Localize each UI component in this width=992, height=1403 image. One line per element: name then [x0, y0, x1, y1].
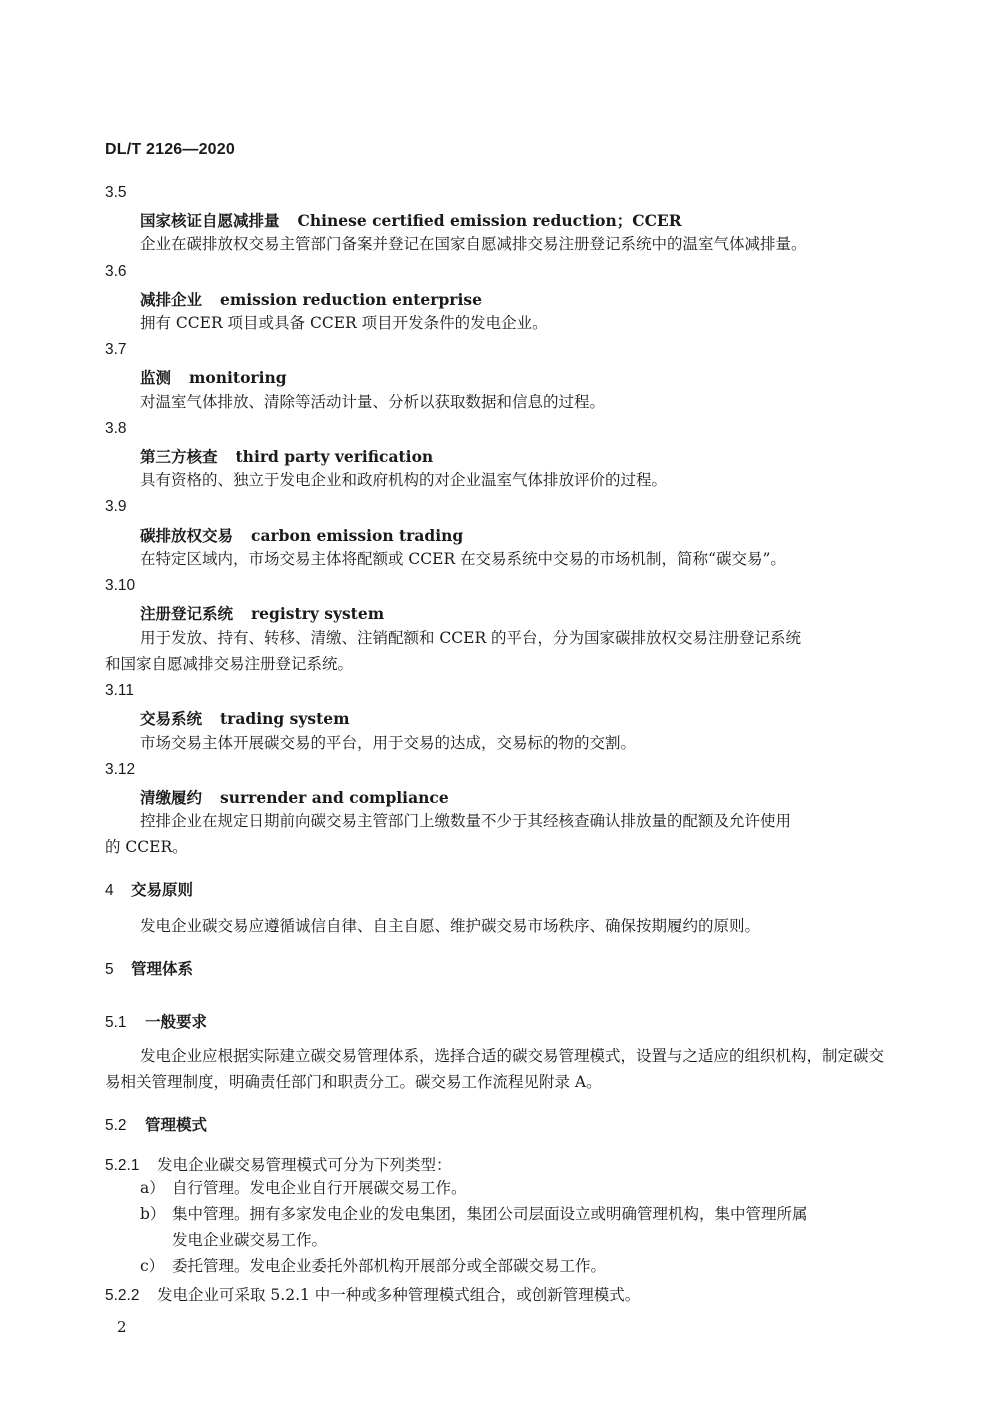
term-en: emission reduction enterprise	[220, 290, 482, 309]
list-item-label: b）	[140, 1205, 166, 1223]
term-definition: 对温室气体排放、清除等活动计量、分析以获取数据和信息的过程。	[140, 393, 606, 411]
term-en: carbon emission trading	[251, 526, 464, 545]
term-number: 3.10	[105, 577, 136, 594]
document-code-header: DL/T 2126—2020	[105, 141, 235, 158]
term-definition: 企业在碳排放权交易主管部门备案并登记在国家自愿减排交易注册登记系统中的温室气体减排量。	[140, 235, 807, 253]
term-zh: 注册登记系统	[140, 604, 234, 623]
term-title	[140, 786, 449, 808]
term-title	[140, 707, 350, 729]
clause-text: 发电企业碳交易管理模式可分为下列类型：	[157, 1156, 452, 1174]
term-title	[140, 524, 463, 546]
term-en: third party verification	[235, 447, 434, 466]
section-title: 交易原则	[131, 880, 194, 899]
list-item	[140, 1253, 888, 1279]
list-item-text: 集中管理。拥有多家发电企业的发电集团，集团公司层面设立或明确管理机构，集中管理所属	[172, 1205, 808, 1223]
section-title: 管理模式	[145, 1115, 208, 1134]
clause-number: 5.2.2	[105, 1287, 140, 1304]
term-definition: 在特定区域内，市场交易主体将配额或 CCER 在交易系统中交易的市场机制，简称“碳交易”。	[140, 550, 786, 568]
term-zh: 国家核证自愿减排量	[140, 211, 280, 230]
list-item-text: 自行管理。发电企业自行开展碳交易工作。	[172, 1179, 467, 1197]
list-item	[140, 1175, 888, 1201]
section-paragraph: 发电企业应根据实际建立碳交易管理体系，选择合适的碳交易管理模式，设置与之适应的组织机构，制定碳交易相关管理制度，明确责任部门和职责分工。碳交易工作流程见附录 A。	[105, 1047, 885, 1091]
term-zh: 第三方核查	[140, 447, 218, 466]
term-en: monitoring	[189, 368, 287, 387]
section-title: 管理体系	[131, 959, 194, 978]
term-definition: 拥有 CCER 项目或具备 CCER 项目开发条件的发电企业。	[140, 314, 548, 332]
term-number: 3.11	[105, 682, 135, 699]
section-number: 5.2	[105, 1117, 127, 1134]
term-title	[140, 366, 287, 388]
list-item-text: 委托管理。发电企业委托外部机构开展部分或全部碳交易工作。	[172, 1257, 607, 1275]
term-title	[140, 445, 433, 467]
term-number: 3.6	[105, 263, 127, 280]
clause-number: 5.2.1	[105, 1157, 140, 1174]
list-item-label: c）	[140, 1257, 165, 1275]
clause-text: 发电企业可采取 5.2.1 中一种或多种管理模式组合，或创新管理模式。	[157, 1286, 641, 1304]
term-en: Chinese certified emission reduction；CCER	[297, 211, 682, 230]
term-en: registry system	[251, 604, 385, 623]
clause	[105, 1153, 452, 1175]
section-number: 4	[105, 882, 114, 899]
term-number: 3.12	[105, 761, 136, 778]
page-number: 2	[117, 1318, 127, 1336]
term-title	[140, 288, 482, 310]
subsection-heading	[105, 1113, 207, 1135]
term-definition: 控排企业在规定日期前向碳交易主管部门上缴数量不少于其经核查确认排放量的配额及允许使用	[140, 812, 792, 830]
clause	[105, 1283, 640, 1305]
list-item	[140, 1201, 888, 1253]
term-zh: 交易系统	[140, 709, 203, 728]
term-title	[140, 209, 682, 231]
term-definition: 用于发放、持有、转移、清缴、注销配额和 CCER 的平台，分为国家碳排放权交易注册登记系统	[140, 629, 802, 647]
term-definition: 具有资格的、独立于发电企业和政府机构的对企业温室气体排放评价的过程。	[140, 471, 668, 489]
section-heading	[105, 878, 193, 900]
term-en: trading system	[220, 709, 350, 728]
term-en: surrender and compliance	[220, 788, 449, 807]
list-item-label: a）	[140, 1179, 165, 1197]
term-zh: 监测	[140, 368, 172, 387]
list-item-text-continued: 发电企业碳交易工作。	[172, 1231, 328, 1249]
term-number: 3.8	[105, 420, 127, 437]
section-title: 一般要求	[145, 1012, 208, 1031]
section-number: 5	[105, 961, 114, 978]
term-definition-continued: 的 CCER。	[105, 838, 188, 856]
term-definition-continued: 和国家自愿减排交易注册登记系统。	[105, 655, 354, 673]
term-zh: 减排企业	[140, 290, 203, 309]
section-paragraph: 发电企业碳交易应遵循诚信自律、自主自愿、维护碳交易市场秩序、确保按期履约的原则。	[140, 917, 761, 935]
subsection-heading	[105, 1010, 207, 1032]
term-number: 3.9	[105, 498, 127, 515]
term-title	[140, 602, 384, 624]
term-number: 3.7	[105, 341, 127, 358]
term-zh: 清缴履约	[140, 788, 203, 807]
term-number: 3.5	[105, 184, 127, 201]
term-definition: 市场交易主体开展碳交易的平台，用于交易的达成，交易标的物的交割。	[140, 734, 637, 752]
term-zh: 碳排放权交易	[140, 526, 234, 545]
section-number: 5.1	[105, 1014, 127, 1031]
section-heading	[105, 957, 193, 979]
